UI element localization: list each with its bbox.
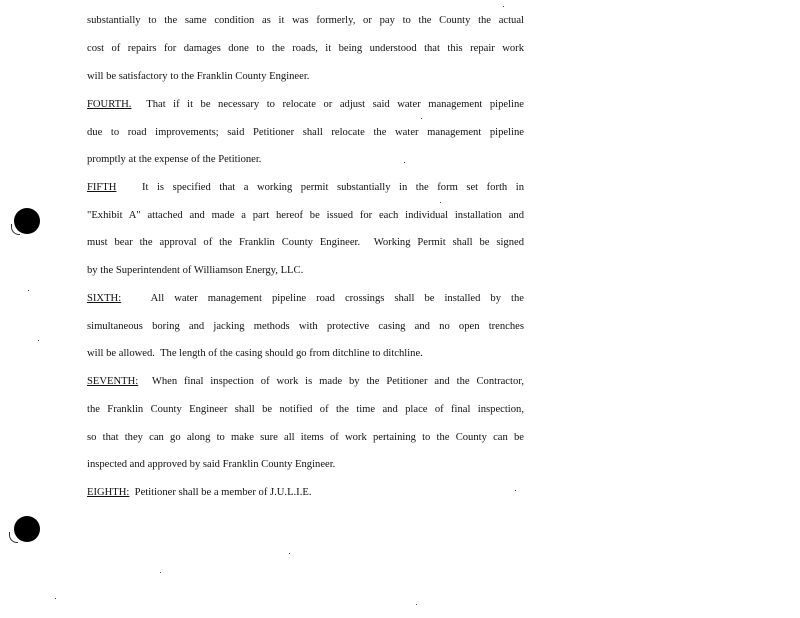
scan-speck — [515, 490, 516, 491]
text-line — [87, 459, 524, 471]
section-fourth-line — [87, 99, 524, 111]
line-text: the Franklin County Engineer shall be notified of the time and place of final inspection, — [87, 404, 524, 415]
line-text: That if it be necessary to relocate or adjust said water management pipeline — [131, 99, 524, 110]
scan-speck — [503, 6, 504, 7]
line-text: substantially to the same condition as it was formerly, or pay to the County the actual — [87, 15, 524, 26]
line-text: "Exhibit A" attached and made a part hereof be issued for each individual installation and — [87, 210, 524, 221]
scan-speck — [55, 598, 56, 599]
text-line — [87, 321, 524, 333]
scan-speck — [440, 202, 441, 203]
line-text: Petitioner shall be a member of J.U.L.I.E. — [129, 487, 312, 498]
text-line — [87, 348, 524, 360]
line-text: promptly at the expense of the Petitioner. — [87, 154, 262, 165]
section-heading-fifth: FIFTH — [87, 182, 117, 193]
section-heading-sixth: SIXTH: — [87, 293, 122, 304]
line-text: It is specified that a working permit substantially in the form set forth in — [116, 182, 524, 193]
text-line — [87, 404, 524, 416]
text-line — [87, 432, 524, 444]
line-text: so that they can go along to make sure all items of work pertaining to the County can be — [87, 432, 524, 443]
text-line — [87, 154, 524, 166]
line-text: will be satisfactory to the Franklin County Engineer. — [87, 71, 310, 82]
section-heading-eighth: EIGHTH: — [87, 487, 130, 498]
line-text: cost of repairs for damages done to the roads, it being understood that this repair work — [87, 43, 524, 54]
line-text: When final inspection of work is made by the Petitioner and the Contractor, — [138, 376, 524, 387]
line-text: must bear the approval of the Franklin County Engineer. Working Permit shall be signed — [87, 237, 524, 248]
text-line — [87, 265, 524, 277]
scan-speck — [416, 604, 417, 605]
section-heading-fourth: FOURTH. — [87, 99, 132, 110]
punch-hole-mark — [9, 532, 18, 543]
scan-speck — [160, 572, 161, 573]
text-line — [87, 237, 524, 249]
line-text: due to road improvements; said Petitioner shall relocate the water management pipeline — [87, 127, 524, 138]
scan-speck — [421, 118, 422, 119]
section-eighth-line — [87, 487, 524, 499]
text-line — [87, 71, 524, 83]
punch-hole-mark — [11, 224, 20, 235]
scan-speck — [404, 162, 405, 163]
text-line — [87, 43, 524, 55]
scan-speck — [38, 340, 39, 341]
line-text: inspected and approved by said Franklin County Engineer. — [87, 459, 336, 470]
section-heading-seventh: SEVENTH: — [87, 376, 139, 387]
text-line — [87, 210, 524, 222]
section-fifth-line — [87, 182, 524, 194]
line-text: simultaneous boring and jacking methods with protective casing and no open trenches — [87, 321, 524, 332]
text-line — [87, 127, 524, 139]
line-text: will be allowed. The length of the casing should go from ditchline to ditchline. — [87, 348, 423, 359]
scan-speck — [289, 553, 290, 554]
text-line — [87, 15, 524, 27]
section-seventh-line — [87, 376, 524, 388]
section-sixth-line — [87, 293, 524, 305]
line-text: by the Superintendent of Williamson Energy, LLC. — [87, 265, 304, 276]
scan-speck — [28, 290, 29, 291]
line-text: All water management pipeline road crossings shall be installed by the — [121, 293, 524, 304]
